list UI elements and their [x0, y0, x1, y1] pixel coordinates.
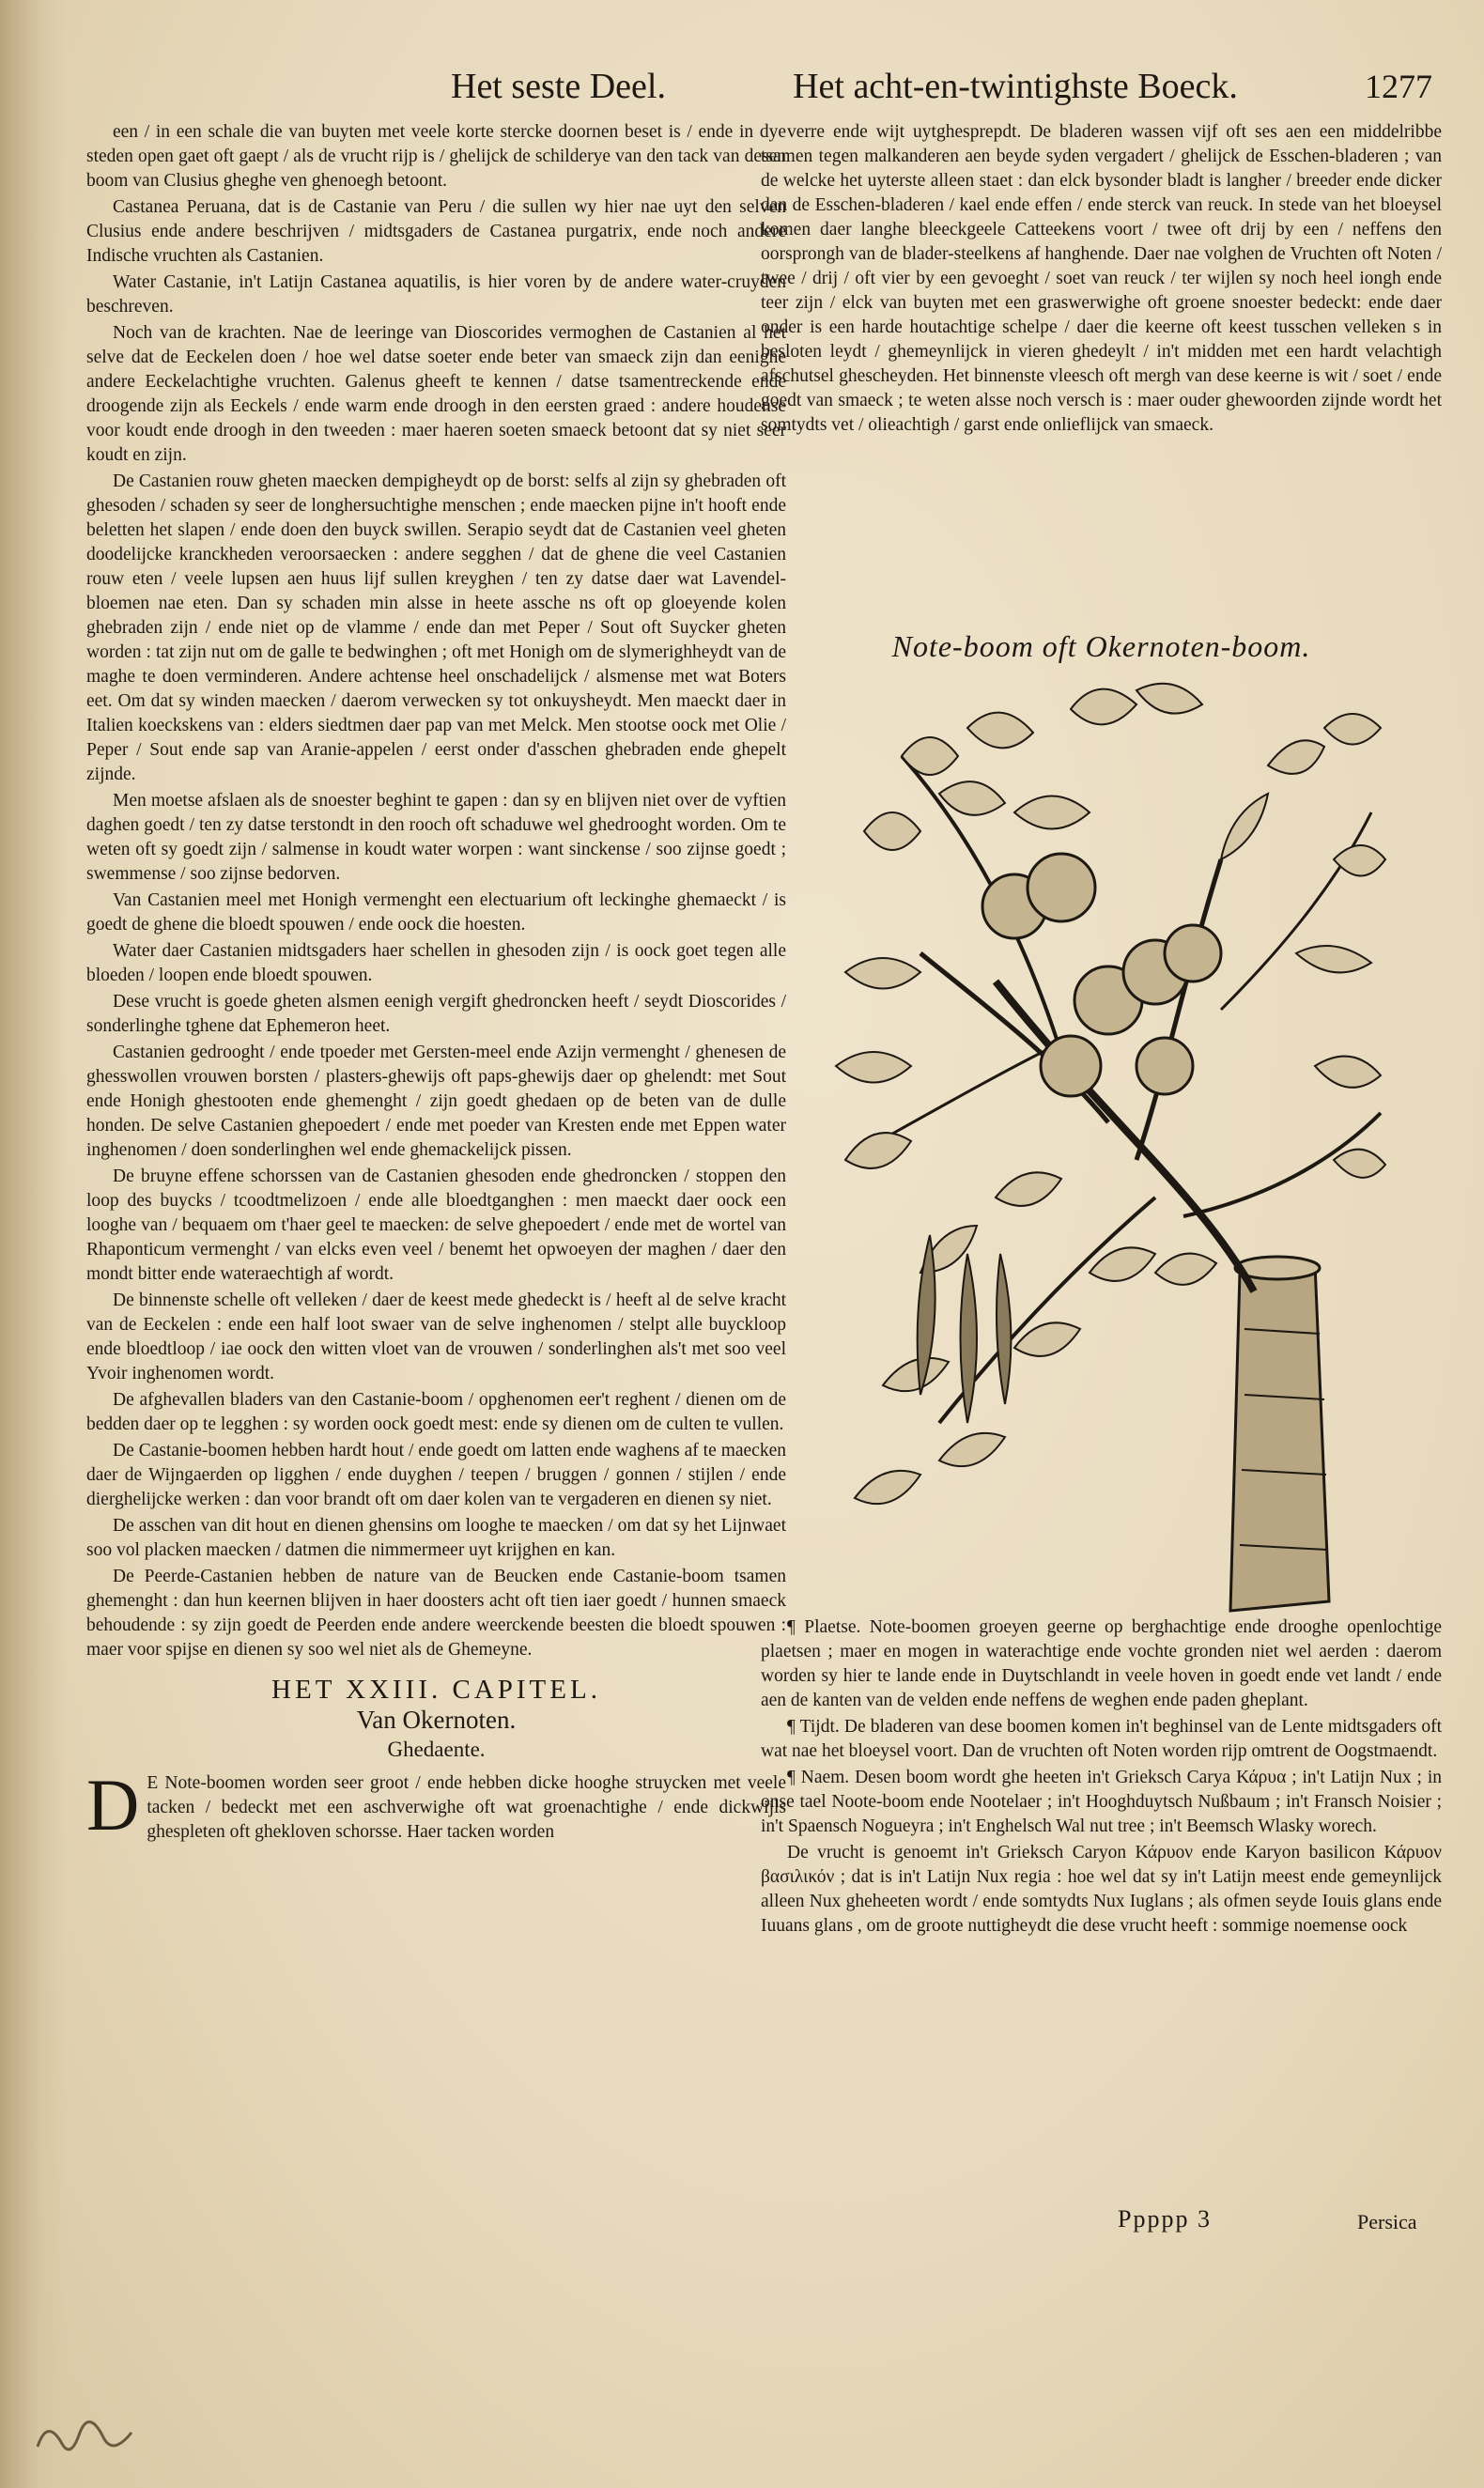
right-column-top — [761, 120, 1442, 627]
paragraph: ¶ Plaetse. Note-boomen groeyen geerne op berghachtige ende drooghe openlochtige plaetsen ; maer en mogen in waterachtige ende vochte gronden niet wel aerden : daerom worden sy hier te lande ende in Duytschlandt in veele hoven in goedt ende vet landt / ende aen de kanten van de velden ende neffens de weghen ende paden gheplant. — [761, 1617, 1442, 1710]
running-header — [451, 66, 1432, 113]
header-part-title: Het seste Deel. — [451, 67, 666, 106]
paragraph: De afghevallen bladers van den Castanie-boom / opghenomen eer't reghent / dienen om de bedden daer op te legghen : sy worden oock goedt mest: ende sy dienen om de culten te vullen. — [86, 1390, 786, 1434]
page-number: 1277 — [1364, 68, 1432, 105]
chapter-subtitle: Van Okernoten. — [356, 1706, 517, 1734]
paragraph: De Peerde-Castanien hebben de nature van de Beucken ende Castanie-boom tsamen ghemenght : dan hun keernen blijven in haer doosters acht oft tien iaer goedt / hunnen smaeck behoudende : sy zijn goedt de Peerden ende andere weerckende beesten die bloedt spouwen : maer voor spijse en dienen sy soo wel niet als de Ghemeyne. — [86, 1567, 786, 1660]
paragraph: De vrucht is genoemt in't Grieksch Caryon Κάρυον ende Karyon basilicon Κάρυον βασιλικόν ; dat is in't Latijn Nux regia : hoe wel dat sy in't Latijn meest ende gemeynlijck alleen Nux gheheeten wordt / ende somtydts Nux Iuglans ; als ofmen seyde Iouis glans ende Iuuans glans , om de groote nuttigheydt die dese vrucht heeft : sommige noemense oock — [761, 1843, 1442, 1936]
left-column — [86, 120, 786, 2093]
paragraph: een / in een schale die van buyten met veele korte stercke doornen beset is / ende in dye steden open gaet oft gaept / als de vrucht rijp is / ghelijck de schilderye van den tack van desen boom van Clusius gheghe ven ghenoegh betoont. — [86, 122, 786, 191]
paragraph: Water daer Castanien midtsgaders haer schellen in ghesoden zijn / is oock goet tegen alle bloeden / loopen ende bloedt spouwen. — [86, 941, 786, 985]
paragraph: Men moetse afslaen als de snoester beghint te gapen : dan sy en blijven niet over de vyftien daghen goedt / ten zy datse terstondt in den rooch oft schaduwe wel ghedrooght worden. Om te weten oft sy goedt zijn / salmense in koudt water worpen : want sinckense / soo zijnse goedt ; swemmense / soo zijnse bedorven. — [86, 791, 786, 884]
paragraph: Van Castanien meel met Honigh vermenght een electuarium oft leckinghe ghemaeckt / is goedt de ghene die bloedt spouwen / ende oock die hoesten. — [86, 890, 786, 935]
paragraph: De bruyne effene schorssen van de Castanien ghesoden ende ghedroncken / stoppen den loop des buycks / tcoodtmelizoen / ende alle bloedtganghen : men maeckt daer oock een looghe van / bequaem om t'haer geel te maecken: de selve ghepoedert / ende met de wortel van Rhaponticum vermenght / van elcks even veel / benemt het opwoeyen der maghen / daer den mondt bitter ende wateraechtigh af wordt. — [86, 1167, 786, 1284]
page-gutter-shadow — [0, 0, 66, 2488]
paragraph: Water Castanie, in't Latijn Castanea aquatilis, is hier voren by de andere water-cruyden beschreven. — [86, 272, 786, 317]
catchword: Persica — [1357, 2210, 1417, 2233]
paragraph: ¶ Tijdt. De bladeren van dese boomen komen in't beghinsel van de Lente midtsgaders oft wat nae het bloeysel voort. Dan de vruchten oft Noten worden rijp omtrent de Oogstmaendt. — [761, 1717, 1442, 1761]
figure-caption: Note-boom oft Okernoten-boom. — [891, 629, 1311, 663]
signature-mark: Ppppp 3 — [1118, 2205, 1212, 2233]
paragraph: ¶ Naem. Desen boom wordt ghe heeten in't Grieksch Carya Κάρυα ; in't Latijn Nux ; in onse tael Noote-boom ende Nootelaer ; in't Hooghduytsch Nußbaum ; in't Fransch Noisier ; in't Spaensch Nogueyra ; in't Enghelsch Wal nut tree ; in't Beemsch Wlasky worech. — [761, 1768, 1442, 1836]
chapter-first-paragraph — [86, 1764, 786, 1846]
header-book-title: Het acht-en-twintighste Boeck. — [793, 67, 1238, 106]
paragraph: Castanea Peruana, dat is de Castanie van Peru / die sullen wy hier nae uyt den selven Clusius ende andere beschrijven / midtsgaders de Castanea purgatrix, ende noch andere Indische vruchten als Castanien. — [86, 197, 786, 266]
walnut-tree-woodcut-icon — [827, 672, 1390, 1630]
walnut-tree-woodcut — [827, 672, 1390, 1630]
paragraph: De binnenste schelle oft velleken / daer de keest mede ghedeckt is / heeft al de selve kracht van de Eeckelen : ende een half loot swaer van de selve inghenomen / stelpt alle buyckloop ende bloedtloop / iae oock den witten vloet van de vrouwen / sonderlinghen als't met soo veel Yvoir inghenomen wordt. — [86, 1290, 786, 1383]
drop-capital: D — [86, 1764, 140, 1846]
section-heading: Ghedaente. — [387, 1738, 486, 1761]
paragraph: Dese vrucht is goede gheten alsmen eenigh vergift ghedroncken heeft / seydt Dioscorides / sonderlinghe tghene dat Ephemeron heet. — [86, 992, 786, 1036]
chapter-title: HET XXIII. CAPITEL. — [271, 1675, 601, 1705]
paragraph: De Castanie-boomen hebben hardt hout / ende goedt om latten ende waghens af te maecken daer de Wijngaerden op ligghen / ende duyghen / teepen / bruggen / gonnen / stijlen / ende dierghelijcke werken : dan voor brandt oft om daer kolen van te vergaderen en dienen sy niet. — [86, 1441, 786, 1509]
paragraph: De Castanien rouw gheten maecken dempigheydt op de borst: selfs al zijn sy ghebraden oft ghesoden / schaden sy seer de longhersuchtighe menschen ; ende maecken pijne in't hooft ende beletten het slapen / ende doen den buyck swillen. Serapio seydt dat de Castanien veel gheten doodelijcke kranckheden veroorsaecken : andere segghen / dat de ghene die veel Castanien rouw eten / veele lupsen aen huus lijf sullen kreyghen / ten zy datse daer wat Lavendel-bloemen nae eten. Dan sy schaden min alsse in heete assche ns oft op gloeyende kolen ghebraden zijn / ende niet op de vlamme / ende dan met Peper / Sout oft Suycker gheten worden : tat zijn nut om de galle te bedwinghen ; oft met Honigh om de slymerighheydt van de maghe te doen verminderen. Andere achtense heel onschadelijck / alsmense met wat Boters eet. Om dat sy winden maecken / daerom verwecken sy tot onkuysheydt. Men maeckt daer in Italien koeckskens van : elders siedtmen daer pap van met Melck. Men stootse oock met Olie / Peper / Sout ende sap van Aranie-appelen / eerst onder d'asschen ghebraden ende ghepelt zijnde. — [86, 471, 786, 784]
first-paragraph-text: E Note-boomen worden seer groot / ende hebben dicke hooghe struycken met veele tacken / bedeckt met een aschverwighe oft wat groenachtighe / ende dickwijls ghespleten oft ghekloven schorsse. Haer tacken worden — [147, 1773, 786, 1842]
paragraph: Castanien gedrooght / ende tpoeder met Gersten-meel ende Azijn vermenght / ghenesen de ghesswollen vrouwen borsten / plasters-ghewijs oft paps-ghewijs daer op ghelendt: met Sout ende Honigh ghestooten ende ghemenght / zijn goedt ghedaen op de beten van de dulle honden. De selve Castanien ghepoedert / ende met poeder van Kresten ende met Eppen water inghenomen / doen sonderlinghen wel ende ghemackelijck pissen. — [86, 1043, 786, 1160]
paragraph: verre ende wijt uytghesprepdt. De bladeren wassen vijf oft ses aen een middelribbe tsamen tegen malkanderen aen beyde syden vergadert / ghelijck de Esschen-bladeren ; van de welcke het uyterste alleen staet : dan elck bysonder bladt is langher / breeder ende dicker dan de Esschen-bladeren / kael ende effen / ende sterck van reuck. In stede van het bloeysel komen daer langhe bleeckgeele Catteekens voort / twee oft drij by een / neffens den oorsprongh van de blader-steelkens af hanghende. Daer nae volghen de Vruchten oft Noten / twee / drij / oft vier by een gevoeght / soet van reuck / ter wijlen sy noch heel iongh ende teer zijn / elck van buyten met een graswerwighe oft groene snoester bedeckt: ende daer onder is een harde houtachtige schelpe / daer die keerne oft keest tusschen velleken s in besloten leydt / ghemeynlijck in vieren ghedeylt / in't midden met een hardt velachtigh afschutsel ghescheyden. Het binnenste vleesch oft mergh van dese keerne is wit / soet / ende goedt van smaeck ; te weten alsse noch versch is : maer ouder ghewoorden zijnde wordt het somtydts vet / olieachtigh / garst ende onlieflijck van smaeck. — [761, 122, 1442, 435]
paragraph: Noch van de krachten. Nae de leeringe van Dioscorides vermoghen de Castanien al het selve dat de Eeckelen doen / hoe wel datse soeter ende beter van smaeck zijn dan eenighe andere Eeckelachtighe vruchten. Galenus gheeft te kennen / datse tsamentreckende ende droogende zijn als Eeckels / ende warm ende droogh in den eersten graed : andere houdense voor koudt ende droogh in den tweeden : maer haeren soeten smaeck betoont dat sy niet seer koudt en zijn. — [86, 323, 786, 465]
paragraph: De asschen van dit hout en dienen ghensins om looghe te maecken / om dat sy het Lijnwaet soo vol placken maecken / datmen die nimmermeer uyt krijghen en kan. — [86, 1516, 786, 1560]
handwritten-scribble — [33, 2409, 146, 2465]
right-column-bottom — [761, 1615, 1442, 2217]
